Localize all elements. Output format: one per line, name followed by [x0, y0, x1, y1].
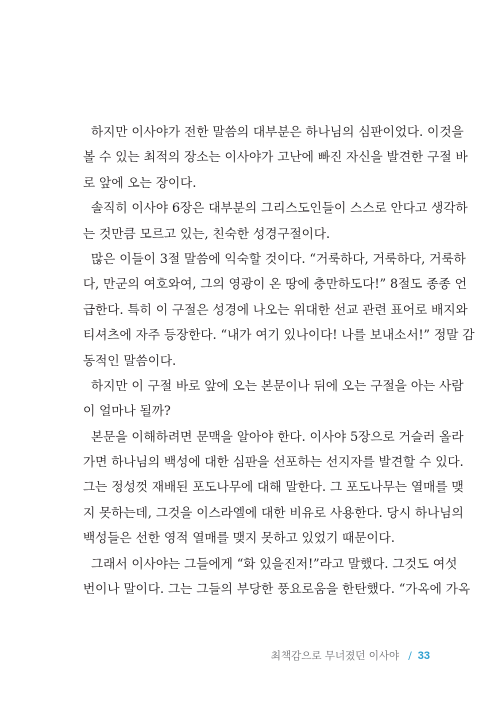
paragraph-line: 로 앞에 오는 장이다. — [83, 174, 197, 190]
paragraph-line: 이 얼마나 될까? — [83, 403, 171, 419]
paragraph-line: 는 것만큼 모르고 있는, 친숙한 성경구절이다. — [83, 225, 331, 241]
paragraph-line: 하지만 이사야가 전한 말씀의 대부분은 하나님의 심판이었다. 이것을 — [91, 124, 464, 139]
paragraph-line: 하지만 이 구절 바로 앞에 오는 본문이나 뒤에 오는 구절을 아는 사람 — [91, 377, 464, 393]
paragraph-line: 급한다. 특히 이 구절은 성경에 나오는 위대한 선교 관련 표어로 배지와 — [83, 301, 468, 317]
footer-separator: / — [408, 650, 412, 662]
running-chapter-title: 최책감으로 무너졌던 이사야 — [270, 650, 400, 662]
paragraph-line: 볼 수 있는 최적의 장소는 이사야가 고난에 빠진 자신을 발견한 구절 바 — [83, 149, 468, 165]
paragraph-line: 티셔츠에 자주 등장한다. “내가 여기 있나이다! 나를 보내소서!” 정말 감 — [83, 327, 475, 343]
paragraph-line: 그는 정성껏 재배된 포도나무에 대해 말한다. 그 포도나무는 열매를 맺 — [83, 479, 464, 495]
paragraph-line: 백성들은 선한 영적 열매를 맺지 못하고 있었기 때문이다. — [83, 530, 395, 546]
paragraph-line: 솔직히 이사야 6장은 대부분의 그리스도인들이 스스로 안다고 생각하 — [91, 200, 468, 216]
page-number: 33 — [417, 650, 430, 662]
paragraph-line: 동적인 말씀이다. — [83, 352, 177, 368]
paragraph-line: 그래서 이사야는 그들에게 “화 있을진저!”라고 말했다. 그것도 여섯 — [91, 555, 458, 571]
paragraph-line: 가면 하나님의 백성에 대한 심판을 선포하는 선지자를 발견할 수 있다. — [83, 454, 464, 470]
paragraph-line: 지 못하는데, 그것을 이스라엘에 대한 비유로 사용한다. 당시 하나님의 — [83, 504, 464, 520]
paragraph-line: 번이나 말이다. 그는 그들의 부당한 풍요로움을 한탄했다. “가옥에 가옥 — [83, 581, 471, 597]
page-body-text — [83, 119, 475, 601]
paragraph-line: 본문을 이해하려면 문맥을 알아야 한다. 이사야 5장으로 거슬러 올라 — [91, 428, 464, 444]
paragraph-line: 많은 이들이 3절 말씀에 익숙할 것이다. “거룩하다, 거룩하다, 거룩하 — [91, 250, 466, 266]
paragraph-line: 다, 만군의 여호와여, 그의 영광이 온 땅에 충만하도다!” 8절도 종종 언 — [83, 276, 467, 292]
page-footer — [271, 649, 430, 663]
